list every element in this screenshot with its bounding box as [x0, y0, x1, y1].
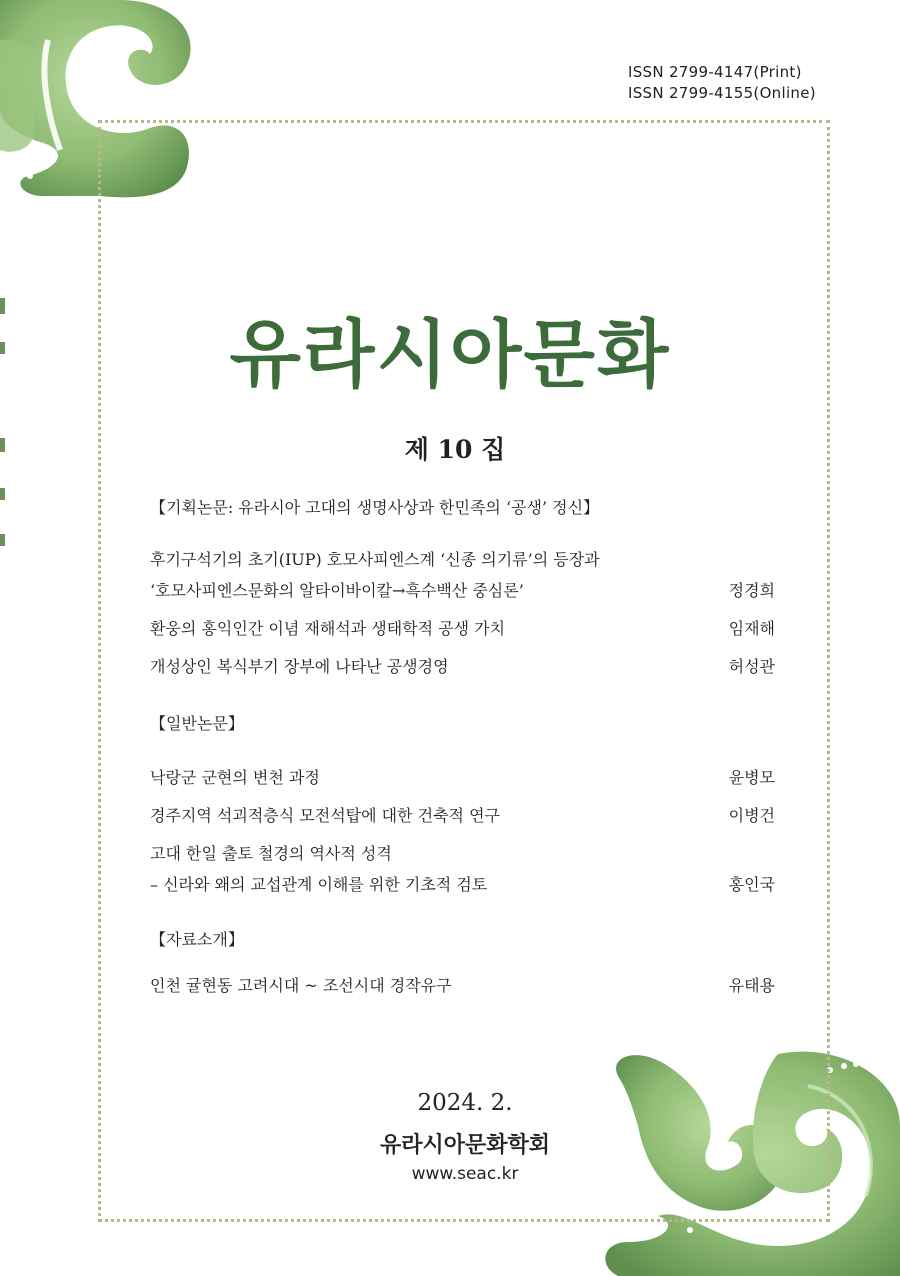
article-title-line: 낙랑군 군현의 변천 과정	[150, 768, 320, 787]
list-item	[150, 970, 775, 1001]
publication-date: 2024. 2.	[417, 1090, 513, 1116]
journal-title: 유라시아문화	[229, 312, 671, 398]
toc-section	[150, 928, 775, 1001]
list-item	[150, 651, 775, 682]
website-link[interactable]: www.seac.kr	[411, 1164, 519, 1184]
issn-print: ISSN 2799-4147(Print)	[628, 63, 802, 81]
article-title-line: 개성상인 복식부기 장부에 나타난 공생경영	[150, 657, 449, 676]
issn-online: ISSN 2799-4155(Online)	[628, 84, 816, 102]
toc-section	[150, 496, 775, 682]
section-heading: 【일반논문】	[150, 714, 244, 733]
article-author: 유태용	[728, 976, 775, 995]
article-title-line: 경주지역 석괴적층식 모전석탑에 대한 건축적 연구	[150, 806, 501, 825]
toc-section	[150, 712, 775, 900]
issn-block	[628, 62, 816, 104]
article-title-line: 고대 한일 출토 철경의 역사적 성격	[150, 844, 392, 863]
article-author: 임재해	[728, 619, 775, 638]
list-item	[150, 544, 775, 606]
article-title-line: 후기구석기의 초기(IUP) 호모사피엔스계 ‘신종 의기류’의 등장과	[150, 550, 600, 569]
article-author: 윤병모	[728, 768, 775, 787]
spine-mark	[0, 488, 5, 500]
list-item	[150, 838, 775, 900]
article-title-line: ‘호모사피엔스문화의 알타이바이칼→흑수백산 중심론’	[150, 581, 524, 600]
section-heading: 【자료소개】	[150, 930, 244, 949]
article-title-line: – 신라와 왜의 교섭관계 이해를 위한 기초적 검토	[150, 875, 488, 894]
spine-mark	[0, 534, 5, 546]
article-title-line: 인천 귤현동 고려시대 ~ 조선시대 경작유구	[150, 976, 452, 995]
article-author: 홍인국	[728, 875, 775, 894]
list-item	[150, 613, 775, 644]
section-heading: 【기획논문: 유라시아 고대의 생명사상과 한민족의 ‘공생’ 정신】	[150, 498, 600, 517]
article-author: 허성관	[728, 657, 775, 676]
volume-number: 제 10 집	[404, 435, 506, 464]
list-item	[150, 800, 775, 831]
article-title-line: 환웅의 홍익인간 이념 재해석과 생태학적 공생 가치	[150, 619, 506, 638]
publisher-name: 유라시아문화학회	[379, 1133, 551, 1158]
table-of-contents	[150, 496, 775, 1001]
article-author: 이병건	[728, 806, 775, 825]
list-item	[150, 762, 775, 793]
article-author: 정경희	[728, 581, 775, 600]
